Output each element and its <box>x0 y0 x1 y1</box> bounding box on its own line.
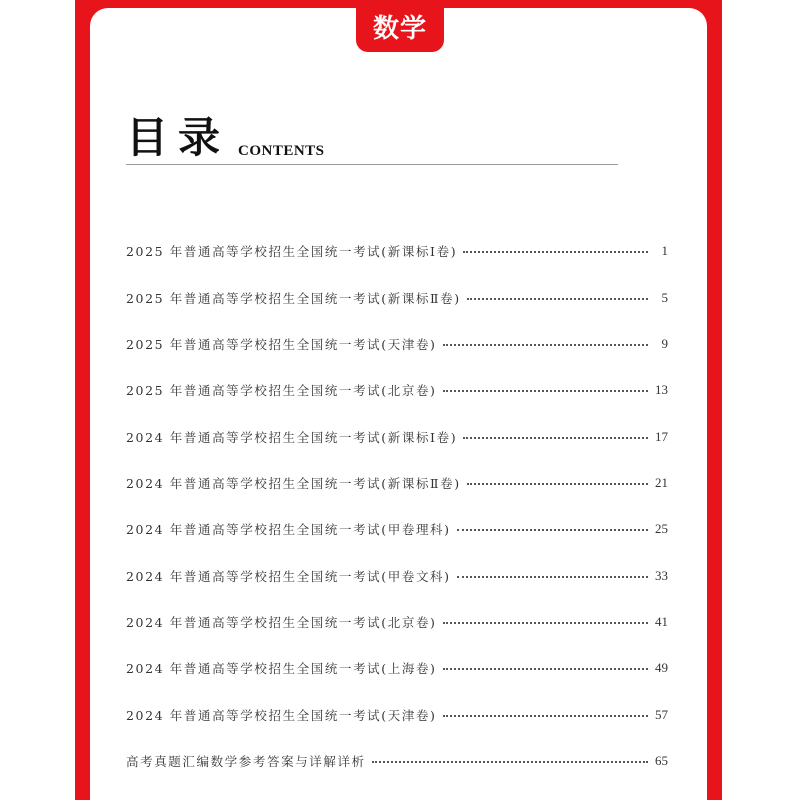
toc-entry-title: 2025 年普通高等学校招生全国统一考试(新课标Ⅰ卷) <box>126 244 458 260</box>
toc-entry[interactable] <box>126 413 668 459</box>
dot-leader <box>457 529 648 531</box>
dot-leader <box>467 483 648 485</box>
toc-subtitle: CONTENTS <box>238 143 325 159</box>
toc-entry-page-number: 13 <box>655 382 668 398</box>
dot-leader <box>443 390 648 392</box>
toc-entry-page-number: 1 <box>661 243 668 259</box>
toc-entry[interactable] <box>126 367 668 413</box>
toc-entry-page-number: 41 <box>655 614 668 630</box>
toc-entry-page-number: 21 <box>655 474 668 490</box>
toc-entry-page-number: 17 <box>655 428 668 444</box>
toc-entry-page-number: 49 <box>655 660 668 676</box>
subject-badge: 数学 <box>356 0 444 52</box>
toc-entry-title: 2024 年普通高等学校招生全国统一考试(上海卷) <box>126 661 437 677</box>
dot-leader <box>457 576 648 578</box>
toc-entry-title: 高考真题汇编数学参考答案与详解详析 <box>126 754 366 770</box>
dot-leader <box>443 622 648 624</box>
toc-entry-page-number: 65 <box>655 753 668 769</box>
toc-entry-page-number: 57 <box>655 706 668 722</box>
dot-leader <box>463 251 648 253</box>
toc-entry[interactable] <box>126 738 668 784</box>
toc-entry[interactable] <box>126 692 668 738</box>
toc-entry-title: 2024 年普通高等学校招生全国统一考试(新课标Ⅱ卷) <box>126 475 461 491</box>
toc-entry-title: 2024 年普通高等学校招生全国统一考试(新课标Ⅰ卷) <box>126 429 458 445</box>
toc-entry[interactable] <box>126 228 668 274</box>
toc-entry-title: 2024 年普通高等学校招生全国统一考试(天津卷) <box>126 707 437 723</box>
toc-entry-page-number: 25 <box>655 521 668 537</box>
toc-entry-title: 2025 年普通高等学校招生全国统一考试(天津卷) <box>126 336 437 352</box>
toc-entry[interactable] <box>126 599 668 645</box>
toc-entry-page-number: 33 <box>655 567 668 583</box>
toc-entry[interactable] <box>126 460 668 506</box>
dot-leader <box>372 761 648 763</box>
toc-entry[interactable] <box>126 274 668 320</box>
dot-leader <box>463 437 648 439</box>
toc-entry-page-number: 5 <box>661 289 668 305</box>
toc-entry-title: 2024 年普通高等学校招生全国统一考试(甲卷理科) <box>126 522 451 538</box>
toc-list <box>126 228 668 784</box>
toc-entry[interactable] <box>126 645 668 691</box>
dot-leader <box>443 344 648 346</box>
toc-entry[interactable] <box>126 321 668 367</box>
toc-entry-title: 2024 年普通高等学校招生全国统一考试(北京卷) <box>126 615 437 631</box>
toc-entry-page-number: 9 <box>661 335 668 351</box>
toc-header <box>126 112 618 165</box>
dot-leader <box>443 668 648 670</box>
toc-entry-title: 2024 年普通高等学校招生全国统一考试(甲卷文科) <box>126 568 451 584</box>
dot-leader <box>467 298 648 300</box>
dot-leader <box>443 715 648 717</box>
toc-entry-title: 2025 年普通高等学校招生全国统一考试(北京卷) <box>126 383 437 399</box>
toc-title: 目录 <box>126 113 231 162</box>
toc-entry[interactable] <box>126 553 668 599</box>
toc-entry[interactable] <box>126 506 668 552</box>
toc-entry-title: 2025 年普通高等学校招生全国统一考试(新课标Ⅱ卷) <box>126 290 461 306</box>
